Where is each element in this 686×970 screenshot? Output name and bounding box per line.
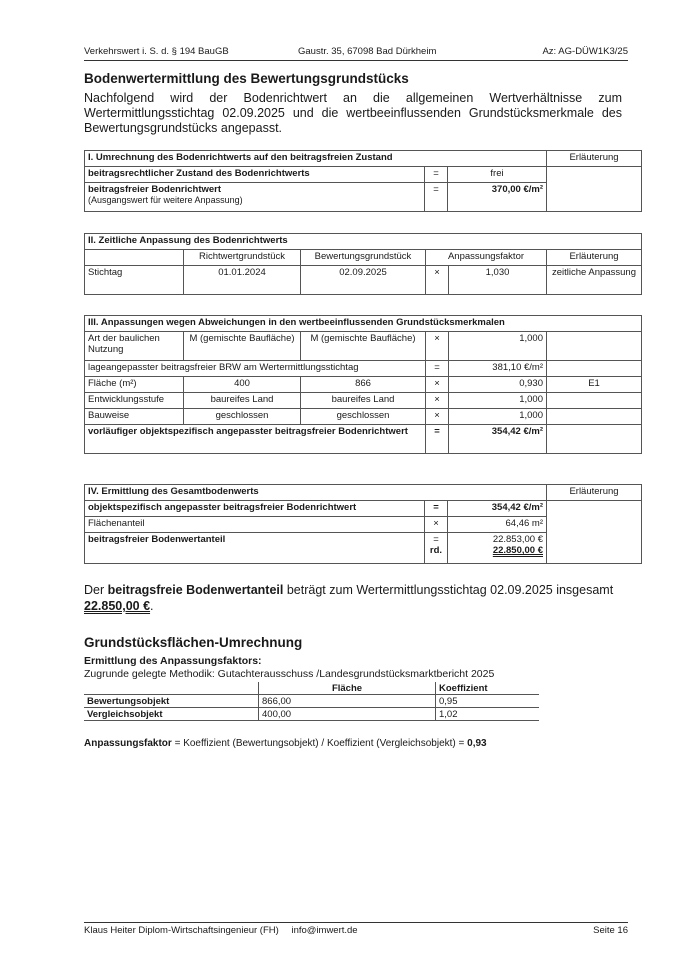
footer-page-number: Seite 16 [593,925,628,936]
result-text-pre: Der [84,583,108,597]
table-iii-row-reference: 400 [184,377,301,393]
result-text-end: . [150,599,154,613]
table-iii-row-label: Entwicklungsstufe [85,393,184,409]
table-iii-preliminary-label: vorläufiger objektspezifisch angepasster beitragsfreier Bodenrichtwert [85,425,426,454]
table-iii-row-note [547,393,642,409]
formula-label: Anpassungsfaktor [84,738,172,749]
table-iii-row-reference: geschlossen [184,409,301,425]
coefficient-table [84,682,539,721]
coef-row-coefficient: 0,95 [436,695,540,708]
section-title: Bodenwertermittlung des Bewertungsgrundstücks [84,71,409,86]
table-i-row1-label: beitragsrechtlicher Zustand des Bodenrichtwerts [85,167,425,183]
formula-text: = Koeffizient (Bewertungsobjekt) / Koeffizient (Vergleichsobjekt) = [171,738,468,749]
table-i-row2-value: 370,00 €/m² [448,183,547,212]
gfu-title: Grundstücksflächen-Umrechnung [84,635,303,650]
table-ii-reference-date: 01.01.2024 [184,266,301,295]
table-iii-feature-adjustments [84,315,642,454]
table-i-row2-label-cell [85,183,425,212]
adjustment-factor-formula [84,738,487,749]
table-iii-row-label: Fläche (m²) [85,377,184,393]
table-iii-row-label: Bauweise [85,409,184,425]
table-iv-row3-op1: = [433,534,439,545]
table-iii-row-note: E1 [547,377,642,393]
table-iv-note-head: Erläuterung [547,485,642,501]
table-iv-total-land-value [84,484,642,564]
table-i-note-cell [547,167,642,212]
table-i-row2-sub: (Ausgangswert für weitere Anpassung) [88,195,243,205]
table-iii-row-subject: baureifes Land [301,393,426,409]
result-paragraph [84,582,624,614]
table-iii-adjusted-label: lageangepasster beitragsfreier BRW am Wertermittlungsstichtag [85,361,426,377]
table-iii-row-factor: 1,000 [449,409,547,425]
table-iii-row-reference: M (gemischte Baufläche) [184,332,301,361]
table-iii-preliminary-note [547,425,642,454]
table-iii-row-op: × [426,409,449,425]
table-iv-row2-value: 64,46 m² [448,517,547,533]
table-iii-adjusted-note [547,361,642,377]
table-i-title: I. Umrechnung des Bodenrichtwerts auf den beitragsfreien Zustand [85,151,547,167]
coef-head-coefficient: Koeffizient [436,682,540,695]
header-object-type: Verkehrswert i. S. d. § 194 BauGB [84,46,229,57]
table-iv-note-cell [547,501,642,564]
table-ii-head-note: Erläuterung [547,250,642,266]
table-iv-row2-op: × [425,517,448,533]
page-footer [84,922,628,936]
footer-email: info@imwert.de [291,925,358,936]
table-iii-row-note [547,332,642,361]
header-file-number: Az: AG-DÜW1K3/25 [542,46,628,57]
header-address: Gaustr. 35, 67098 Bad Dürkheim [298,46,437,57]
table-iii-row-factor: 0,930 [449,377,547,393]
table-iii-row-reference: baureifes Land [184,393,301,409]
table-iii-row-factor: 1,000 [449,332,547,361]
coef-row-area: 866,00 [259,695,436,708]
table-iii-title: III. Anpassungen wegen Abweichungen in den wertbeeinflussenden Grundstücksmerkmalen [85,316,642,332]
result-text-mid: beträgt zum Wertermittlungsstichtag 02.09.2025 insgesamt [283,583,614,597]
table-ii-empty-head [85,250,184,266]
table-iii-row-subject: 866 [301,377,426,393]
coef-row-label: Vergleichsobjekt [84,708,259,721]
coef-row-area: 400,00 [259,708,436,721]
table-i-note-head: Erläuterung [547,151,642,167]
table-iii-row-op: × [426,377,449,393]
table-iv-row3-op2: rd. [429,545,443,556]
table-iii-adjusted-value: 381,10 €/m² [449,361,547,377]
table-iii-preliminary-op: = [426,425,449,454]
table-i-row2-label: beitragsfreier Bodenrichtwert [88,184,222,195]
table-iii-row-subject: geschlossen [301,409,426,425]
table-iv-row1-label: objektspezifisch angepasster beitragsfreier Bodenrichtwert [85,501,425,517]
table-ii-title: II. Zeitliche Anpassung des Bodenrichtwerts [85,234,642,250]
table-ii-note: zeitliche Anpassung [547,266,642,295]
table-ii-head-reference: Richtwertgrundstück [184,250,301,266]
table-iv-row3-value2: 22.850,00 € [492,545,543,556]
table-ii-op: × [426,266,449,295]
table-ii-subject-date: 02.09.2025 [301,266,426,295]
table-iv-row3-ops [425,533,448,564]
table-iii-row-factor: 1,000 [449,393,547,409]
table-iv-row3-values [448,533,547,564]
table-ii-factor: 1,030 [449,266,547,295]
table-ii-row-label: Stichtag [85,266,184,295]
table-iv-row1-op: = [425,501,448,517]
gfu-subtitle: Ermittlung des Anpassungsfaktors: [84,655,262,667]
gfu-method: Zugrunde gelegte Methodik: Gutachterausschuss /Landesgrundstücksmarktbericht 2025 [84,668,495,680]
result-text-bold: beitragsfreie Bodenwertanteil [107,583,284,597]
table-ii-head-subject: Bewertungsgrundstück [301,250,426,266]
coef-row-coefficient: 1,02 [436,708,540,721]
coef-row-label: Bewertungsobjekt [84,695,259,708]
table-iv-row3-label: beitragsfreier Bodenwertanteil [85,533,425,564]
table-iii-adjusted-op: = [426,361,449,377]
page-header [84,46,628,61]
table-iii-row-op: × [426,393,449,409]
table-ii-head-factor: Anpassungsfaktor [426,250,547,266]
table-i-row2-op: = [425,183,448,212]
table-iv-title: IV. Ermittlung des Gesamtbodenwerts [85,485,547,501]
table-iv-row2-label: Flächenanteil [85,517,425,533]
table-i-conversion [84,150,642,212]
table-iii-row-subject: M (gemischte Baufläche) [301,332,426,361]
table-iv-row1-value: 354,42 €/m² [448,501,547,517]
footer-author: Klaus Heiter Diplom-Wirtschaftsingenieur (FH) [84,925,279,936]
coef-head-empty [84,682,259,695]
table-iii-row-label: Art der baulichen Nutzung [85,332,184,361]
coef-head-area: Fläche [259,682,436,695]
result-value: 22.850,00 € [84,599,151,613]
table-iii-preliminary-value: 354,42 €/m² [449,425,547,454]
formula-value: 0,93 [467,738,487,749]
table-i-row1-op: = [425,167,448,183]
table-iii-row-op: × [426,332,449,361]
table-ii-time-adjustment [84,233,642,295]
table-i-row1-value: frei [448,167,547,183]
intro-paragraph: Nachfolgend wird der Bodenrichtwert an die allgemeinen Wertverhältnisse zum Wertermittlungsstichtag 02.09.2025 und die wertbeeinflussenden Grundstücksmerkmale des Bewertungsgrundstücks angepasst. [84,91,622,135]
table-iv-row3-value1: 22.853,00 € [492,534,543,545]
table-iii-row-note [547,409,642,425]
